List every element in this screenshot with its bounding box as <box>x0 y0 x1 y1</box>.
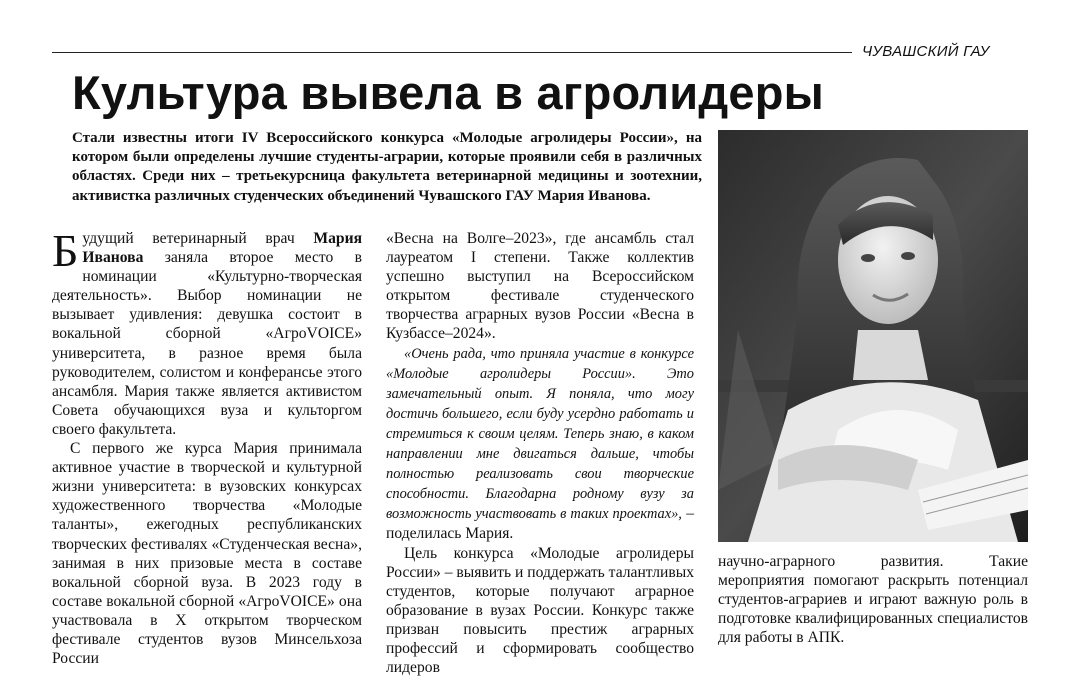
article-column-2 <box>386 229 694 677</box>
header-rule <box>52 52 852 53</box>
paragraph-2: С первого же курса Мария принимала активное участие в творческой и культурной жизни университета: в вузовских конкурсах художественного творчества «Молодые таланты», ежегодных республиканских творческих фестивалях «Студенческая весна», занимая в них призовые места в составе вокальной сборной вуза. В 2023 году в составе вокальной сборной «АгроVOICE» она участвовала в X открытом творческом фестивале студентов вузов Минсельхоза России <box>52 440 362 668</box>
article-photo <box>718 130 1028 542</box>
article-column-1 <box>52 225 362 668</box>
quote-paragraph <box>386 344 694 544</box>
paragraph-2-continued: «Весна на Волге–2023», где ансамбль стал лауреатом I степени. Также коллектив успешно выступил на Всероссийском открытом фестивале студенческого творчества аграрных вузов России «Весна в Кузбассе–2024». <box>386 230 694 343</box>
paragraph-4-continued: научно-аграрного развития. Такие мероприятия помогают раскрыть потенциал студентов-аграриев и играют важную роль в подготовке квалифицированных специалистов для работы в АПК. <box>718 553 1028 647</box>
quote-attribution: – поделилась Мария. <box>386 505 694 543</box>
paragraph-4: Цель конкурса «Молодые агролидеры России» – выявить и поддержать талантливых студентов, которые получают аграрное образование в вузах России. Конкурс также призван повысить престиж аграрных профессий и сформировать сообщество лидеров <box>386 544 694 677</box>
headline: Культура вывела в агролидеры <box>72 66 825 119</box>
drop-cap: Б <box>52 225 79 276</box>
subject-name: Мария Иванова <box>82 230 362 267</box>
paragraph-1-start: удущий ветеринарный врач <box>82 230 314 247</box>
paragraph-1-text: заняла второе место в номинации «Культурно-творческая деятельность». Выбор номинации не вызывает удивления: девушка состоит в вокальной сборной «АгроVOICE» университета, в разное время была руководителем, солистом и конферансье этого ансамбля. Мария также является активистом Совета обучающихся вуза и культоргом своего факультета. <box>52 249 362 438</box>
lead-paragraph: Стали известны итоги IV Всероссийского конкурса «Молодые агролидеры России», на котором были определены лучшие студенты-аграрии, которые проявили себя в различных областях. Среди них – третьекурсница факультета ветеринарной медицины и зоотехнии, активистка различных студенческих объединений Чувашского ГАУ Мария Иванова. <box>72 130 702 204</box>
portrait-illustration <box>718 130 1028 542</box>
paragraph-1 <box>52 225 362 439</box>
quote-text: «Очень рада, что приняла участие в конкурсе «Молодые агролидеры России». Это замечательный опыт. Я поняла, что могу достичь большего, если буду усердно работать и стремиться к своим целям. Теперь знаю, в каком направлении мне двигаться дальше, чтобы полностью реализовать свои творческие способности. Благодарна родному вузу за возможность участвовать в таких проектах», <box>386 345 694 523</box>
article-column-3 <box>718 552 1028 647</box>
section-label: ЧУВАШСКИЙ ГАУ <box>862 43 990 60</box>
